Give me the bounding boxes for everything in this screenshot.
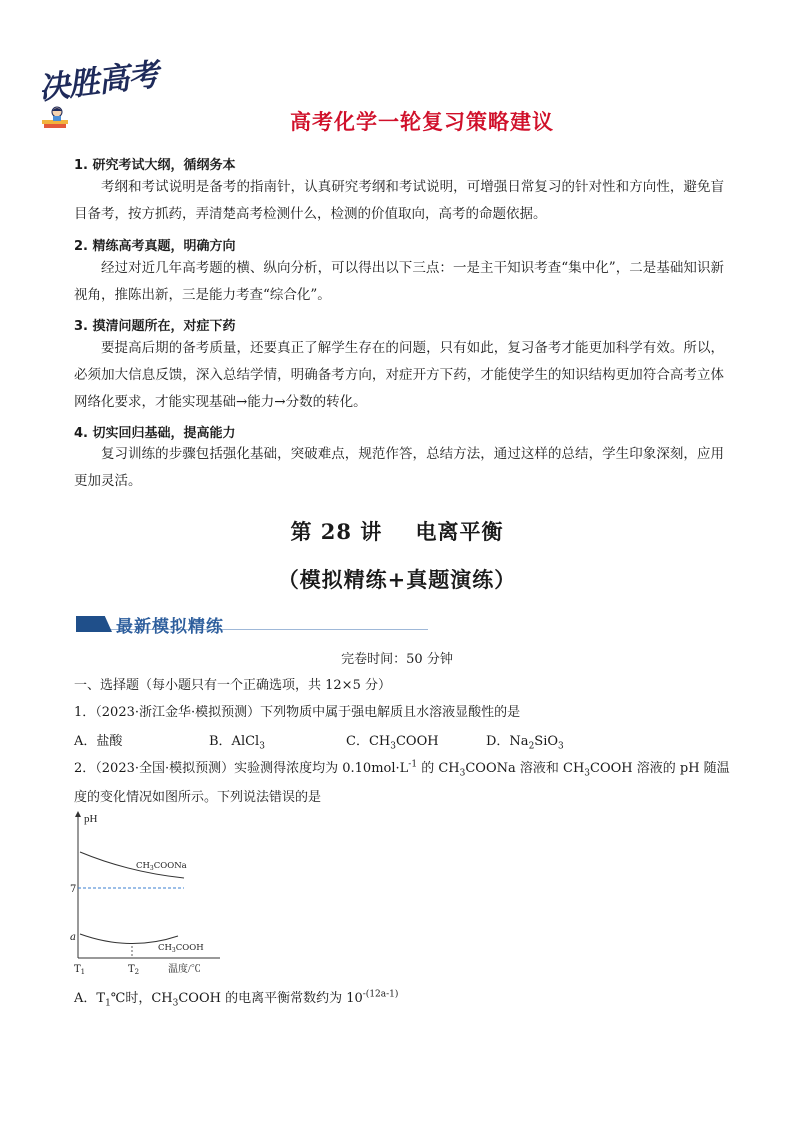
- strategy-body-2: 经过对近几年高考题的横、纵向分析，可以得出以下三点：一是主干知识考查“集中化”，二是基础知识新视角，推陈出新，三是能力考查“综合化”。: [74, 260, 724, 303]
- x-tick-t2: $T_2$: [128, 964, 140, 976]
- question-2-option-a[interactable]: A．$T_1℃$时，$CH_3COOH$ 的电离平衡常数约为 $10^{-(12a-1)}$: [74, 989, 399, 1009]
- strategy-body-1: 考纲和考试说明是备考的指南针，认真研究考纲和考试说明，可增强日常复习的针对性和方向性，避免盲目备考，按方抓药，弄清楚高考检测什么，检测的价值取向，高考的命题依据。: [74, 179, 724, 222]
- banner-label: 最新模拟精练: [116, 617, 224, 637]
- strategy-heading-2: 2. 精练高考真题，明确方向: [74, 239, 236, 254]
- y-axis-label: pH: [84, 813, 98, 825]
- x-tick-t1: $T_1$: [74, 964, 86, 976]
- series-label-ch3cooh: $CH_3COOH$: [158, 943, 204, 954]
- page-title: 高考化学一轮复习策略建议: [290, 110, 554, 134]
- part-title: 一、选择题（每小题只有一个正确选项，共 12×5 分）: [74, 678, 391, 693]
- strategy-heading-1: 1. 研究考试大纲，循纲务本: [74, 158, 236, 173]
- question-1-option-a[interactable]: A．盐酸: [74, 734, 123, 749]
- lecture-title: 第 28 讲 电离平衡: [290, 519, 504, 544]
- y-tick-a: a: [70, 932, 76, 943]
- question-2-stem-line-1: 2．（2023·全国·模拟预测）实验测得浓度均为 $0.10mol\cdot L^{-1}$ 的 $CH_3COONa$ 溶液和 $CH_3COOH$ 溶液的 pH 随温: [74, 759, 730, 779]
- banner-tab-shape: [76, 616, 112, 632]
- time-limit: 完卷时间：50 分钟: [341, 652, 453, 667]
- ph-temperature-chart: [68, 810, 228, 980]
- x-axis-label: 温度/℃: [168, 964, 201, 975]
- question-2-stem-line-2: 度的变化情况如图所示。下列说法错误的是: [74, 790, 322, 805]
- question-1-option-b[interactable]: B．AlCl$_3$: [209, 734, 265, 752]
- question-1-stem: 1．（2023·浙江金华·模拟预测）下列物质中属于强电解质且水溶液显酸性的是: [74, 705, 521, 720]
- logo-text: 决胜高考: [36, 56, 161, 108]
- y-tick-7: 7: [70, 884, 77, 895]
- strategy-body-4: 复习训练的步骤包括强化基础，突破难点，规范作答，总结方法，通过这样的总结，学生印象深刻，应用更加灵活。: [74, 446, 724, 489]
- lecture-subtitle: （模拟精练+真题演练）: [277, 567, 517, 592]
- strategy-heading-3: 3. 摸清问题所在，对症下药: [74, 319, 236, 334]
- series-label-ch3coona: $CH_3COONa$: [136, 861, 187, 872]
- question-1-option-d[interactable]: D．$Na_2SiO_3$: [486, 734, 564, 752]
- strategy-body-3: 要提高后期的备考质量，还要真正了解学生存在的问题，只有如此，复习备考才能更加科学有效。所以，必须加大信息反馈，深入总结学情，明确备考方向，对症开方下药，才能使学生的知识结构更加符合高考立体网络化要求，才能实现基础→能力→分数的转化。: [74, 340, 724, 410]
- section-banner: [76, 612, 430, 636]
- question-1-option-c[interactable]: C．$CH_3COOH$: [346, 734, 439, 752]
- strategy-heading-4: 4. 切实回归基础，提高能力: [74, 426, 236, 441]
